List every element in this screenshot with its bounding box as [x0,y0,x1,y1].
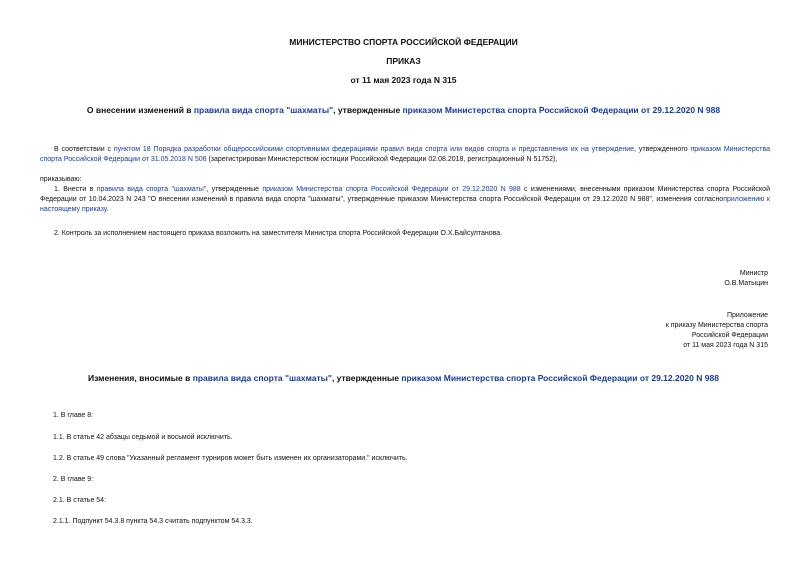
appendix-line-2: к приказу Министерства спорта [665,322,768,329]
appendix-line-3: Российской Федерации [691,332,768,339]
point-1-paragraph [40,185,770,215]
change-item: 2. В главе 9: [53,476,94,483]
link-order-506[interactable]: приказом Министерства спорта Российской Федерации от 31.05.2018 N 506 [40,146,770,163]
appendix-line-4: от 11 мая 2023 года N 315 [683,342,768,349]
preamble-text-1: В соответствии с [54,146,114,153]
preamble-text-2: , утвержденного [634,146,691,153]
signature-name: О.В.Матыцин [724,280,768,287]
ministry-heading: МИНИСТЕРСТВО СПОРТА РОССИЙСКОЙ ФЕДЕРАЦИИ [289,37,518,47]
preamble-paragraph [40,145,770,165]
link-order-988-2[interactable]: приказом Министерства спорта Российской Федерации от 29.12.2020 N 988 [262,186,521,193]
point1-text-4: . [106,206,109,213]
point1-text-2: , утвержденные [206,186,263,193]
change-item: 2.1.1. Подпункт 54.3.8 пункта 54.3 считать подпунктом 54.3.3. [53,518,253,525]
point1-text-1: 1. Внести в [54,186,97,193]
change-item: 1. В главе 8: [53,412,94,419]
doc-date-number: от 11 мая 2023 года N 315 [350,75,457,85]
link-chess-rules[interactable]: правила вида спорта "шахматы" [193,105,334,115]
link-procedure-point-18[interactable]: пунктом 18 Порядка разработки общероссийскими спортивными федерациями правил вида спорта или видов спорта и представления их на утверждение [113,146,635,153]
signature-position: Министр [739,270,768,277]
order-title [0,105,807,115]
change-item: 1.1. В статье 42 абзацы седьмой и восьмой исключить. [53,434,233,441]
changes-title [0,373,807,383]
link-chess-rules-2[interactable]: правила вида спорта "шахматы" [96,186,207,193]
changes-title-text-2: , утвержденные [331,373,402,383]
link-order-988[interactable]: приказом Министерства спорта Российской Федерации от 29.12.2020 N 988 [402,105,721,115]
doc-type-heading: ПРИКАЗ [386,56,421,66]
change-item: 1.2. В статье 49 слова "Указанный регламент турниров может быть изменен их организаторами." исключить. [53,455,408,462]
link-order-988-3[interactable]: приказом Министерства спорта Российской Федерации от 29.12.2020 N 988 [401,373,719,383]
change-item: 2.1. В статье 54: [53,497,107,504]
link-chess-rules-3[interactable]: правила вида спорта "шахматы" [192,373,332,383]
title-text-2: , утвержденные [333,105,403,115]
appendix-label: Приложение [726,312,768,319]
changes-title-text-1: Изменения, вносимые в [88,373,193,383]
point-2-paragraph: 2. Контроль за исполнением настоящего приказа возложить на заместителя Министра спорта Российской Федерации О.Х.Байсултанова. [54,230,503,237]
point1-text-3: с изменениями, внесенными приказом Министерства спорта Российской Федерации от 10.04.2023 N 243 "О внесении изменений в правила вида спорта "шахматы", утвержденные приказом Министерства спорта Российской Федерации от 29.12.2020 N 988", изменения согласно [40,186,770,203]
title-text-1: О внесении изменений в [86,105,194,115]
order-word: приказываю: [40,176,82,183]
preamble-text-3: (зарегистрирован Министерством юстиции Российской Федерации 02.08.2018, регистрационный N 51752), [206,156,558,163]
link-appendix[interactable]: приложению к настоящему приказу [40,196,770,213]
